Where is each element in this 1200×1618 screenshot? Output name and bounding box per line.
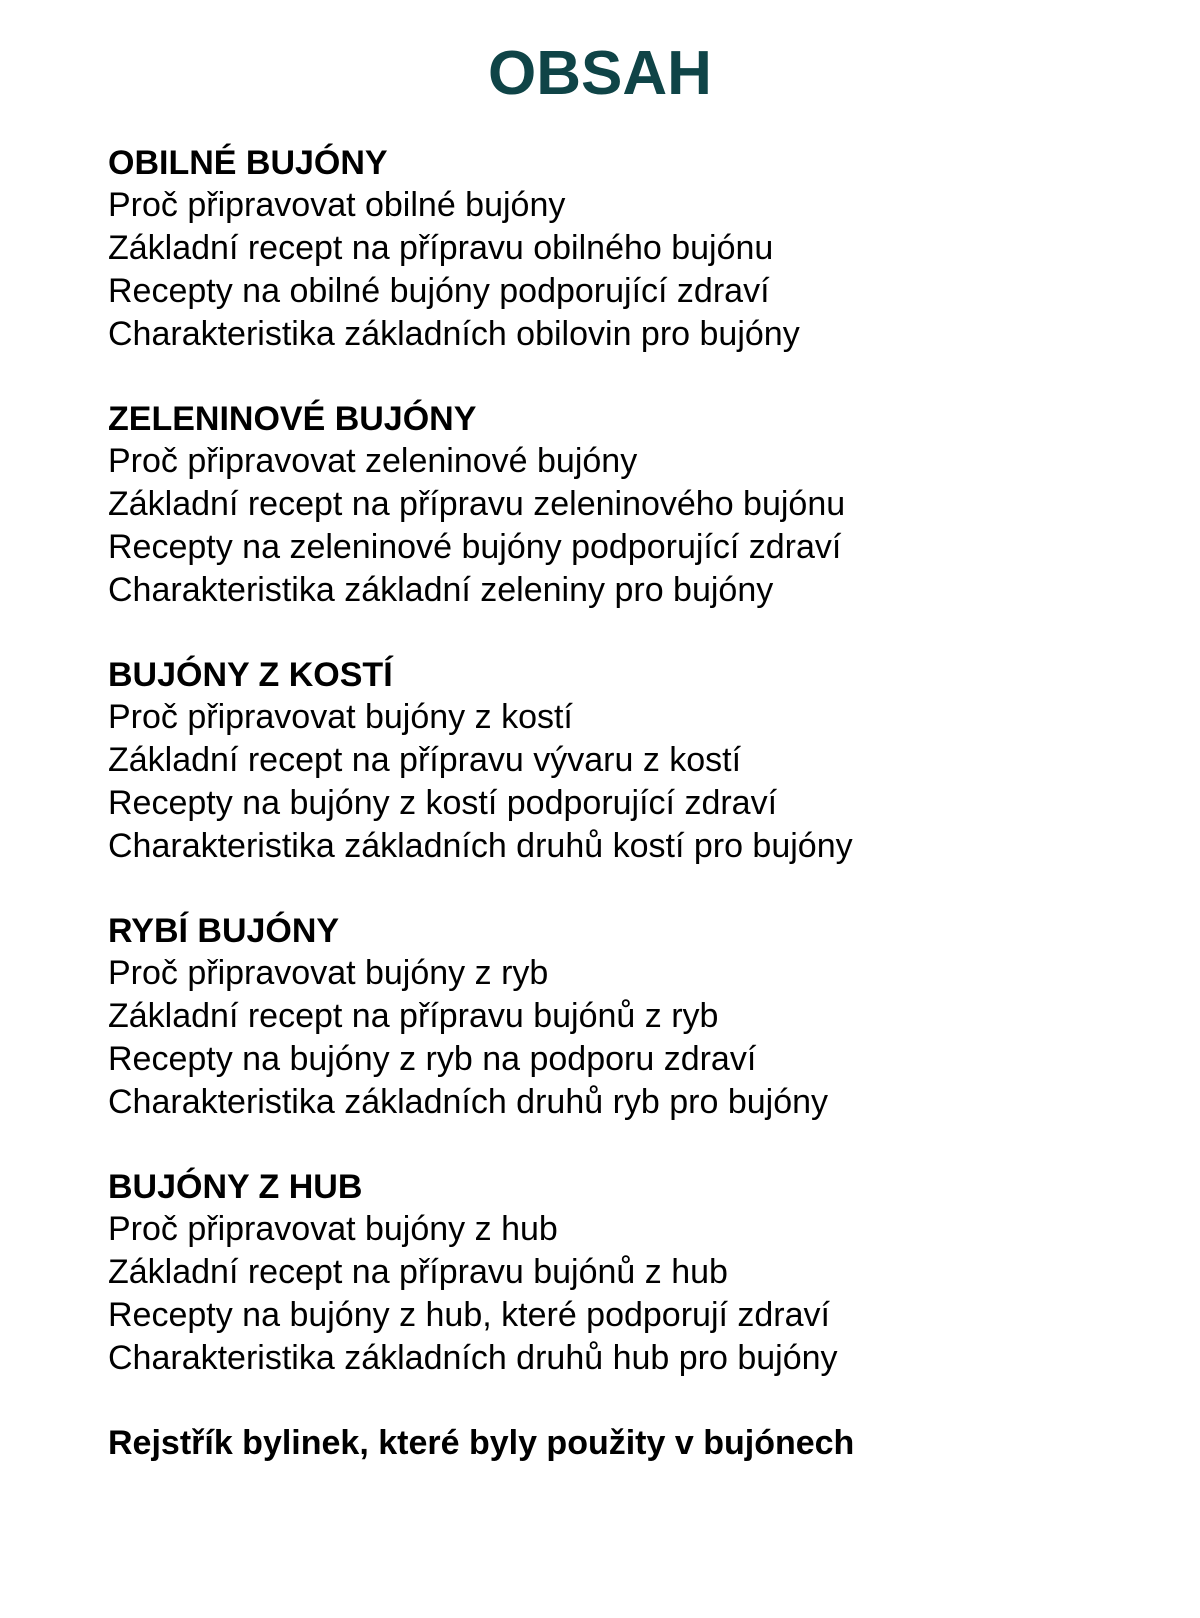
page-title: OBSAH	[488, 39, 712, 108]
toc-section	[108, 142, 1148, 356]
section-heading: RYBÍ BUJÓNY	[108, 912, 340, 950]
herb-index-entry: Rejstřík bylinek, které byly použity v bujónech	[108, 1424, 855, 1462]
section-heading: BUJÓNY Z HUB	[108, 1168, 363, 1206]
toc-item: Základní recept na přípravu bujónů z ryb	[108, 997, 719, 1035]
toc-section	[108, 654, 1148, 868]
toc-item: Proč připravovat obilné bujóny	[108, 186, 566, 224]
section-heading: OBILNÉ BUJÓNY	[108, 144, 388, 182]
toc-item: Základní recept na přípravu zeleninového bujónu	[108, 485, 846, 523]
toc-item: Charakteristika základní zeleniny pro bujóny	[108, 571, 774, 609]
toc-item: Charakteristika základních obilovin pro bujóny	[108, 315, 800, 353]
toc-item: Proč připravovat zeleninové bujóny	[108, 442, 638, 480]
section-items	[108, 184, 1148, 356]
toc-item: Proč připravovat bujóny z kostí	[108, 698, 573, 736]
toc-item: Proč připravovat bujóny z ryb	[108, 954, 549, 992]
toc-item: Recepty na bujóny z hub, které podporují zdraví	[108, 1296, 830, 1334]
toc-item: Recepty na bujóny z kostí podporující zdraví	[108, 784, 778, 822]
toc-item: Recepty na bujóny z ryb na podporu zdraví	[108, 1040, 757, 1078]
toc-item: Základní recept na přípravu obilného bujónu	[108, 229, 774, 267]
toc-item: Základní recept na přípravu vývaru z kostí	[108, 741, 742, 779]
toc-section	[108, 910, 1148, 1124]
section-items	[108, 952, 1148, 1124]
section-items	[108, 440, 1148, 612]
toc-item: Recepty na zeleninové bujóny podporující zdraví	[108, 528, 842, 566]
toc-item: Základní recept na přípravu bujónů z hub	[108, 1253, 728, 1291]
toc-section	[108, 1166, 1148, 1380]
section-items	[108, 696, 1148, 868]
toc-section	[108, 398, 1148, 612]
toc-item: Proč připravovat bujóny z hub	[108, 1210, 558, 1248]
toc-item: Charakteristika základních druhů kostí pro bujóny	[108, 827, 853, 865]
section-heading: BUJÓNY Z KOSTÍ	[108, 656, 393, 694]
table-of-contents	[108, 142, 1148, 1464]
section-items	[108, 1208, 1148, 1380]
toc-item: Recepty na obilné bujóny podporující zdraví	[108, 272, 770, 310]
toc-item: Charakteristika základních druhů hub pro bujóny	[108, 1339, 838, 1377]
section-heading: ZELENINOVÉ BUJÓNY	[108, 400, 477, 438]
toc-item: Charakteristika základních druhů ryb pro bujóny	[108, 1083, 829, 1121]
